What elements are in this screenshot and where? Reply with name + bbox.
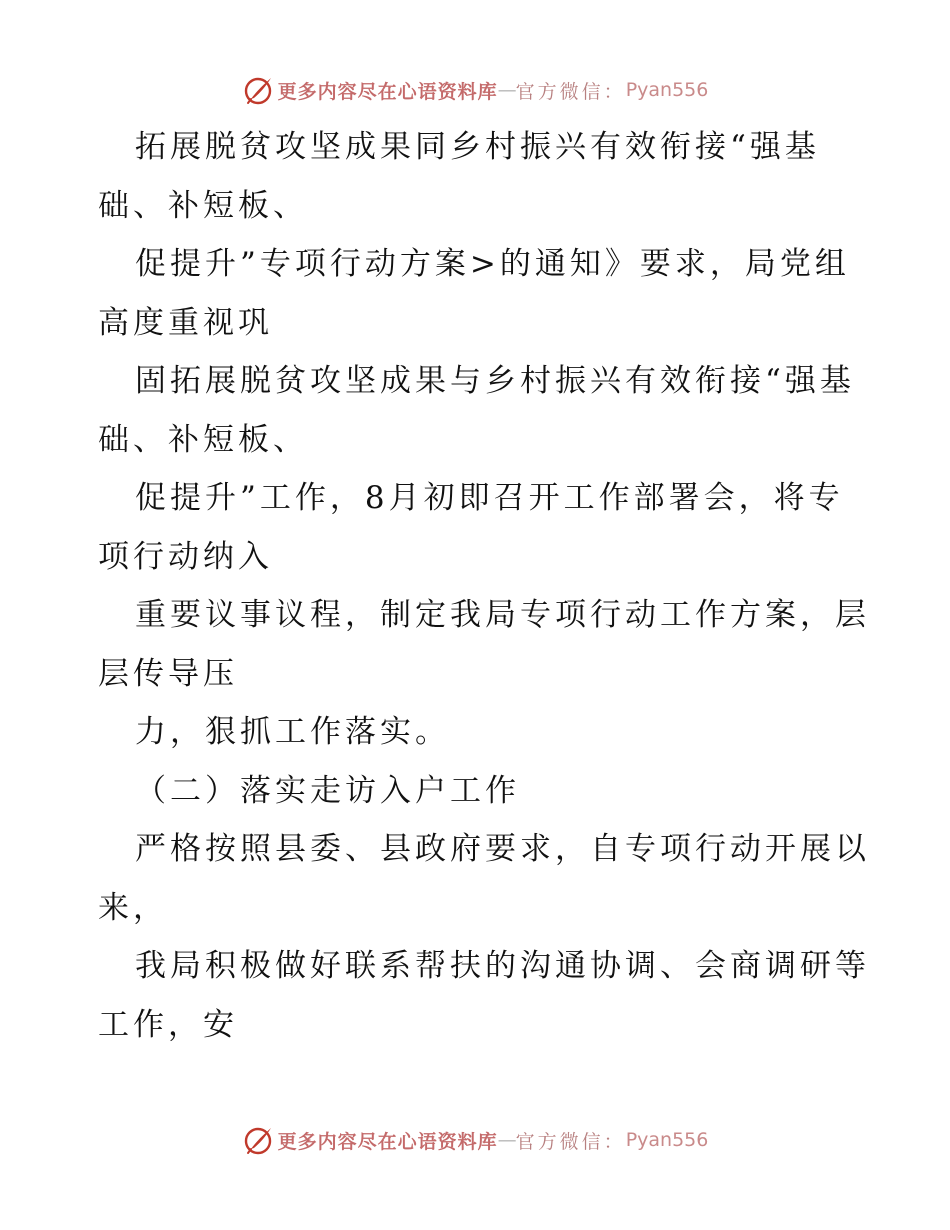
- document-body: [98, 118, 870, 1054]
- watermark-wechat-label: 官方微信：: [515, 1130, 626, 1153]
- watermark-separator: —: [497, 1129, 516, 1151]
- text-line: 层传导压: [98, 655, 238, 692]
- text-line: 促提升”工作，8月初即召开工作部署会，将专: [135, 480, 844, 516]
- text-line: 力，狠抓工作落实。: [135, 714, 450, 750]
- text-line: 工作，安: [98, 1006, 238, 1043]
- text-line: 固拓展脱贫攻坚成果与乡村振兴有效衔接“强基: [135, 363, 855, 399]
- watermark-account: Pyan556: [625, 1129, 709, 1151]
- text-line: 我局积极做好联系帮扶的沟通协调、会商调研等: [135, 948, 870, 984]
- text-line: 严格按照县委、县政府要求，自专项行动开展以: [135, 831, 870, 867]
- section-heading: （二）落实走访入户工作: [135, 772, 520, 809]
- feather-pen-logo-icon: [242, 1124, 274, 1156]
- watermark-separator: —: [497, 79, 516, 101]
- watermark-brand: 更多内容尽在心语资料库: [277, 1130, 498, 1153]
- watermark-account: Pyan556: [625, 79, 709, 101]
- header-watermark: [0, 70, 950, 110]
- text-line: 拓展脱贫攻坚成果同乡村振兴有效衔接“强基: [135, 129, 820, 165]
- feather-pen-logo-icon: [242, 74, 274, 106]
- text-line: 高度重视巩: [98, 304, 273, 341]
- text-line: 促提升”专项行动方案>的通知》要求，局党组: [135, 246, 850, 282]
- text-line: 础、补短板、: [98, 187, 308, 224]
- footer-watermark: [0, 1120, 950, 1160]
- text-line: 来，: [98, 889, 168, 926]
- watermark-wechat-label: 官方微信：: [515, 80, 626, 103]
- text-line: 础、补短板、: [98, 421, 308, 458]
- text-line: 重要议事议程，制定我局专项行动工作方案，层: [135, 597, 870, 633]
- watermark-brand: 更多内容尽在心语资料库: [277, 80, 498, 103]
- text-line: 项行动纳入: [98, 538, 273, 575]
